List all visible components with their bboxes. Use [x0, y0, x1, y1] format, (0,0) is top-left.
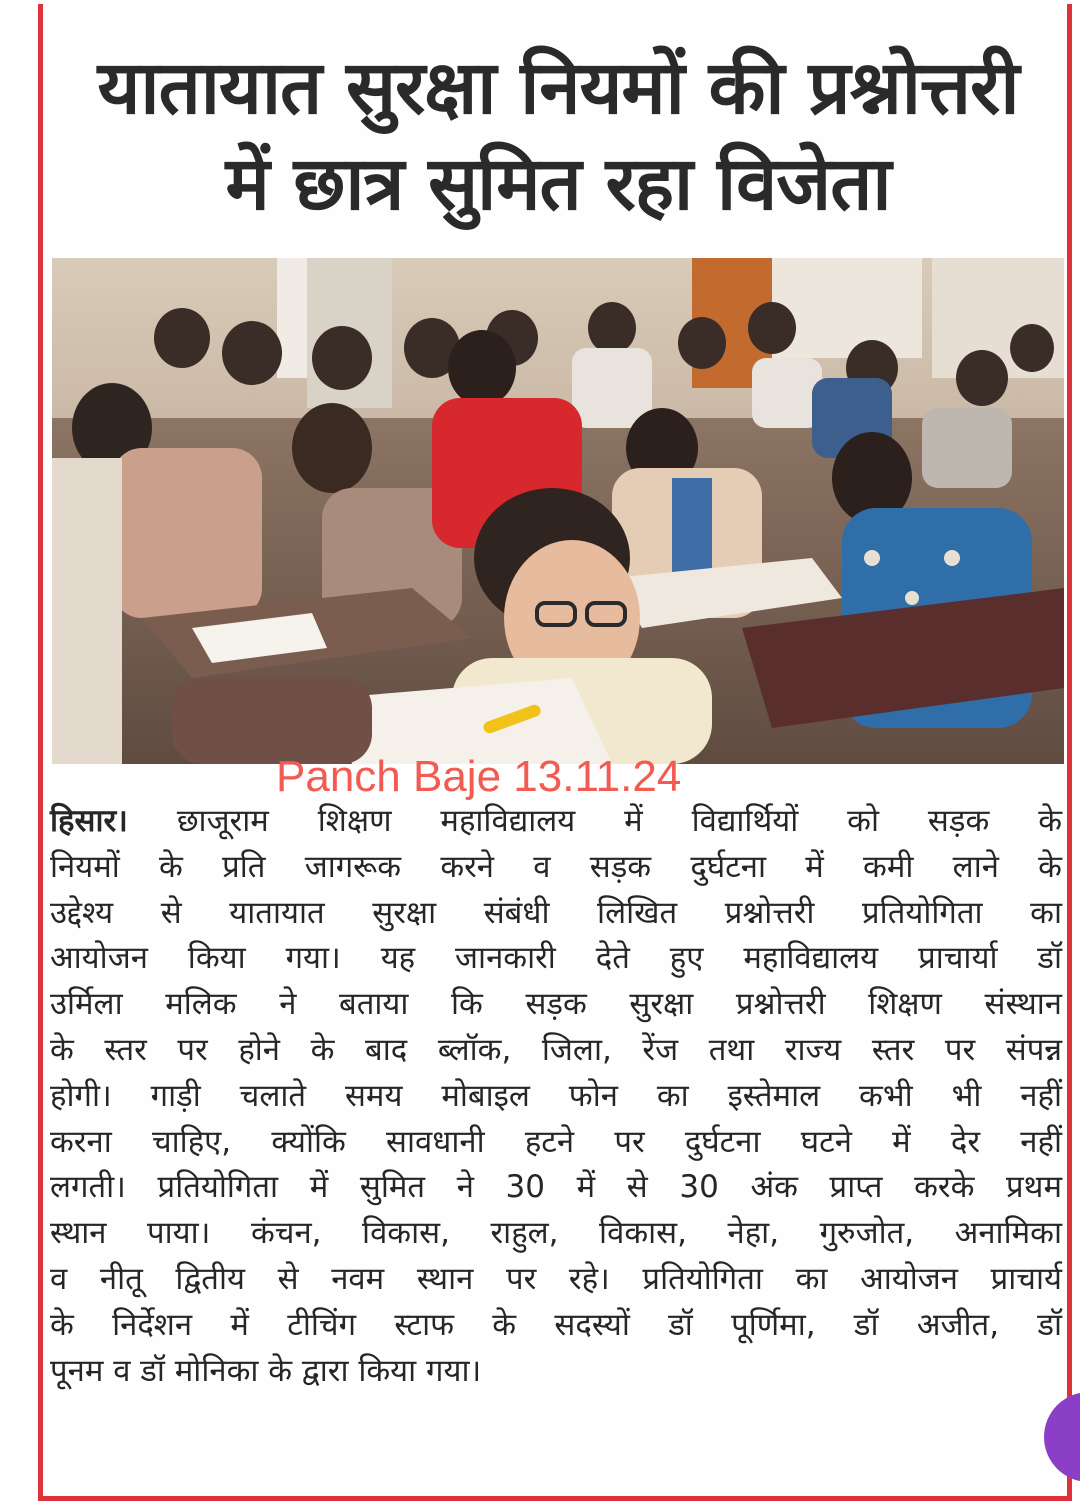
article-body-line [50, 799, 1062, 845]
article-body [50, 799, 1062, 1394]
article-body-line: उर्मिला मलिक ने बताया कि सड़क सुरक्षा प्रश्नोत्तरी शिक्षण संस्थान [50, 986, 1062, 1023]
article-body-line: नियमों के प्रति जागरूक करने व सड़क दुर्घटना में कमी लाने के [50, 848, 1062, 885]
article-body-line: के निर्देशन में टीचिंग स्टाफ के सदस्यों डॉ पूर्णिमा, डॉ अजीत, डॉ [50, 1306, 1062, 1343]
article-body-line: आयोजन किया गया। यह जानकारी देते हुए महाविद्यालय प्राचार्या डॉ [50, 940, 1062, 977]
article-body-line: पूनम व डॉ मोनिका के द्वारा किया गया। [50, 1352, 482, 1389]
classroom-photo-illustration [52, 258, 1064, 764]
article-body-line: लगती। प्रतियोगिता में सुमित ने 30 में से 30 अंक प्राप्त करके प्रथम [50, 1169, 1062, 1206]
body-line-text: छाजूराम शिक्षण महाविद्यालय में विद्यार्थियों को सड़क के [176, 803, 1062, 839]
article-body-line: करना चाहिए, क्योंकि सावधानी हटने पर दुर्घटना घटने में देर नहीं [50, 1123, 1062, 1160]
classroom-photo [52, 258, 1064, 764]
article-body-line: स्थान पाया। कंचन, विकास, राहुल, विकास, नेहा, गुरुजोत, अनामिका [50, 1215, 1062, 1252]
dateline: हिसार। [50, 803, 128, 839]
headline-line-2: में छात्र सुमित रहा विजेता [225, 141, 891, 227]
article-body-line: उद्देश्य से यातायात सुरक्षा संबंधी लिखित प्रश्नोत्तरी प्रतियोगिता का [50, 894, 1062, 931]
article-body-line: व नीतू द्वितीय से नवम स्थान पर रहे। प्रतियोगिता का आयोजन प्राचार्य [50, 1260, 1062, 1297]
headline [48, 40, 1068, 232]
article-body-line: होगी। गाड़ी चलाते समय मोबाइल फोन का इस्तेमाल कभी भी नहीं [50, 1077, 1062, 1114]
article-body-line: के स्तर पर होने के बाद ब्लॉक, जिला, रेंज तथा राज्य स्तर पर संपन्न [50, 1031, 1062, 1068]
headline-line-1: यातायात सुरक्षा नियमों की प्रश्नोत्तरी [97, 45, 1019, 131]
watermark: Panch Baje 13.11.24 [276, 752, 682, 801]
